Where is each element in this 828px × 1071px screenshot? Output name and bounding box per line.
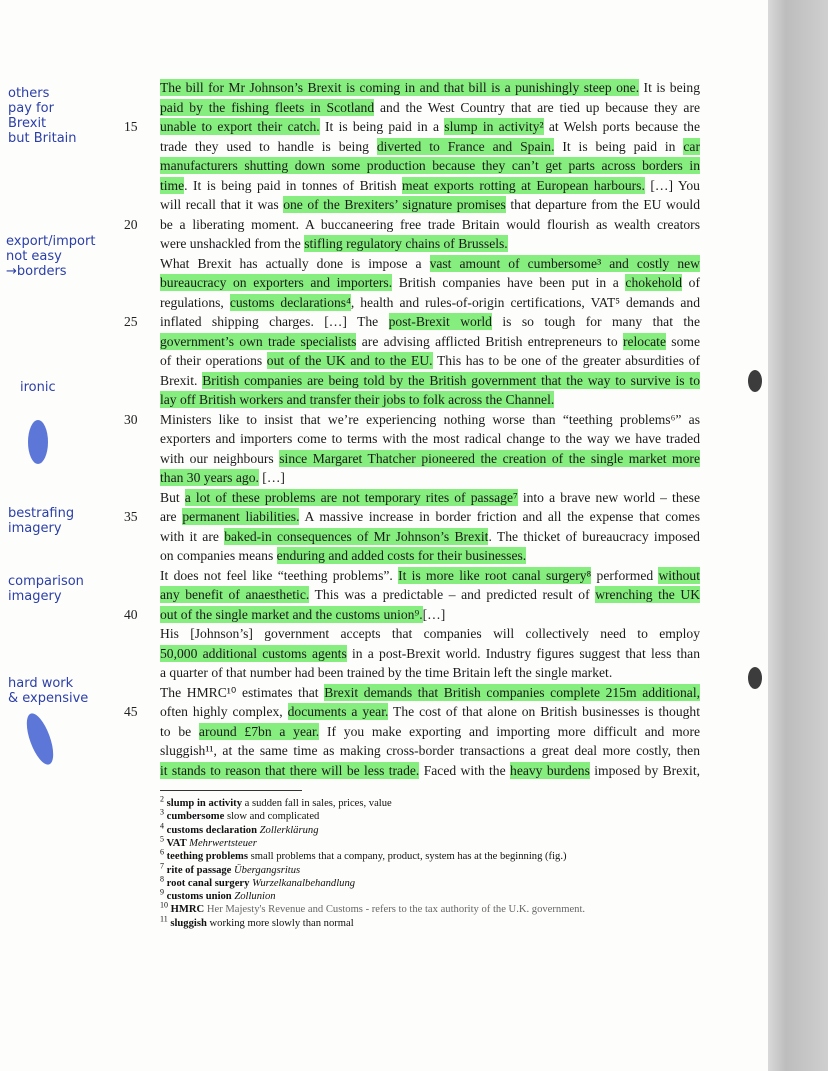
highlighted-text: lay off British workers and transfer their jobs to folk across the Channel. <box>160 392 555 407</box>
footnote-number: 9 <box>160 887 164 897</box>
text-segment: […] <box>258 470 285 485</box>
text-segment: some <box>665 333 701 349</box>
text-line <box>160 663 700 682</box>
text-segment: sluggish¹¹, at the same time as making cross-border transactions a great deal more costly, then <box>160 743 700 758</box>
highlighted-text: Brexit demands that British companies complete 215m additional, <box>324 684 700 700</box>
text-segment: . It is being paid in tonnes of British <box>184 177 403 193</box>
text-segment: But <box>160 489 185 505</box>
text-line <box>160 644 700 663</box>
footnote-number: 11 <box>160 914 168 924</box>
text-segment: with it are <box>160 528 225 544</box>
text-segment: and the West Country that are tied up because they are <box>374 99 700 115</box>
line-number: 25 <box>124 314 138 329</box>
text-line <box>160 195 700 214</box>
text-segment: The cost of that alone on British businesses is thought <box>388 704 700 719</box>
highlighted-text: a lot of these problems are not temporary rites of passage⁷ <box>184 489 518 505</box>
text-segment: a quarter of that number had been trained by the time Britain left the single market. <box>160 665 613 680</box>
footnote-term: rite of passage <box>164 864 235 876</box>
highlighted-text: It is more like root canal surgery⁸ <box>398 567 592 583</box>
text-line <box>160 293 700 312</box>
footnote-term: HMRC <box>168 904 207 916</box>
footnote <box>160 807 320 823</box>
annotation-hard-work: hard work & expensive <box>8 676 89 706</box>
footnote-term: teething problems <box>164 851 251 863</box>
footnote-definition: Mehrwertsteuer <box>189 837 257 849</box>
highlighted-text: one of the Brexiters’ signature promises <box>283 197 506 212</box>
text-segment: His [Johnson’s] government accepts that companies will collectively need to employ <box>160 626 700 641</box>
highlighted-text: chokehold <box>625 275 683 290</box>
footnote-term: slump in activity <box>164 798 245 809</box>
text-line <box>160 605 700 624</box>
line-number: 35 <box>124 509 138 524</box>
highlighted-text: car <box>683 138 700 154</box>
footnote-definition: working more slowly than normal <box>209 917 354 929</box>
highlighted-text: The bill for Mr Johnson’s Brexit is coming in and that bill is a punishingly steep one. <box>160 80 640 95</box>
text-segment: with our neighbours <box>160 450 280 466</box>
text-segment: performed <box>591 567 659 583</box>
highlighted-text: manufacturers shutting down some production because they can’t get parts across borders in <box>160 158 700 173</box>
footnote-definition: Zollunion <box>234 891 276 903</box>
text-line <box>160 254 700 273</box>
footnote-definition: a sudden fall in sales, prices, value <box>244 798 392 809</box>
text-line <box>160 410 700 429</box>
highlighted-text: 50,000 additional customs agents <box>160 645 347 661</box>
footnote <box>160 834 257 850</box>
footnote-definition: Wurzelkanalbehandlung <box>252 877 356 889</box>
highlighted-text: it stands to reason that there will be less trade. <box>160 762 420 778</box>
text-line <box>160 761 700 780</box>
highlighted-text: government’s own trade specialists <box>160 333 357 349</box>
highlighted-text: any benefit of anaesthetic. <box>160 587 310 602</box>
text-segment: were unshackled from the <box>160 236 305 251</box>
text-segment: at Welsh ports because the <box>543 119 700 134</box>
text-segment: Ministers like to insist that we’re experiencing nothing worse than “teething problems⁶” as <box>160 411 700 427</box>
highlighted-text: relocate <box>622 333 666 349</box>
page-edge-shadow <box>768 0 828 1071</box>
annotation-imagery-1: bestrafing imagery <box>8 506 75 536</box>
text-segment: in a post-Brexit world. Industry figures suggest that less than <box>346 645 701 661</box>
highlighted-text: paid by the fishing fleets in Scotland <box>160 99 375 115</box>
footnote-definition: small problems that a company, product, system has at the beginning (fig.) <box>250 851 567 863</box>
text-line <box>160 546 700 565</box>
text-segment: are advising afflicted British entrepreneurs to <box>356 333 623 349</box>
footnote <box>160 847 567 863</box>
ink-smudge <box>28 420 48 464</box>
highlighted-text: since Margaret Thatcher pioneered the creation of the single market more <box>279 450 700 466</box>
text-segment: regulations, <box>160 294 230 310</box>
footnote <box>160 887 276 903</box>
footnote-term: sluggish <box>167 917 210 929</box>
text-line <box>160 215 700 234</box>
highlighted-text: enduring and added costs for their businesses. <box>276 548 527 563</box>
text-line <box>160 722 700 741</box>
text-segment: It is being paid in <box>554 138 684 154</box>
text-segment: be a liberating moment. A buccaneering free trade Britain would flourish as wealth creators <box>160 216 700 232</box>
text-segment: If you make exporting and importing more difficult and more <box>319 723 701 739</box>
text-segment: into a brave new world – these <box>517 489 700 505</box>
text-line <box>160 429 700 448</box>
text-line <box>160 78 700 97</box>
highlighted-text: slump in activity² <box>444 119 544 134</box>
highlighted-text: time <box>160 177 185 193</box>
text-line <box>160 156 700 175</box>
footnote-definition: slow and complicated <box>226 811 320 823</box>
highlighted-text: meat exports rotting at European harbours. <box>402 177 645 193</box>
text-line <box>160 351 700 370</box>
footnote-definition: Her Majesty's Revenue and Customs - refers to the tax authority of the U.K. government. <box>206 904 586 916</box>
text-segment: It does not feel like “teething problems”. <box>160 567 399 583</box>
highlighted-text: permanent liabilities. <box>182 509 300 524</box>
text-segment: trade they used to handle is being <box>160 138 377 154</box>
highlighted-text: post-Brexit world <box>388 314 492 329</box>
text-segment: Faced with the <box>419 762 511 778</box>
highlighted-text: around £7bn a year. <box>198 723 320 739</box>
footnote-number: 3 <box>160 807 164 817</box>
text-segment: to be <box>160 723 199 739</box>
text-line <box>160 468 700 487</box>
highlighted-text: bureaucracy on exporters and importers. <box>160 275 393 290</box>
highlighted-text: documents a year. <box>287 704 389 719</box>
footnote <box>160 914 354 930</box>
text-segment: exporters and importers come to terms with the most radical change to the way we have traded <box>160 431 700 446</box>
line-number: 40 <box>124 606 138 622</box>
highlighted-text: customs declarations⁴ <box>229 294 351 310</box>
annotation-export-import: export/import not easy →borders <box>6 234 96 279</box>
punch-hole <box>748 667 762 689</box>
text-segment: will recall that it was <box>160 197 284 212</box>
highlighted-text: unable to export their catch. <box>160 119 320 134</box>
annotation-comparison-imagery: comparison imagery <box>8 574 84 604</box>
text-segment: often highly complex, <box>160 704 288 719</box>
line-number: 30 <box>124 411 138 427</box>
footnote-term: VAT <box>164 837 190 849</box>
text-segment: This was a predictable – and predicted result of <box>309 587 596 602</box>
text-segment: are <box>160 509 183 524</box>
annotation-others-pay: others pay for Brexit but Britain <box>8 86 77 146</box>
footnote <box>160 874 356 890</box>
text-line <box>160 683 700 702</box>
highlighted-text: baked-in consequences of Mr Johnson’s Brexit <box>224 528 489 544</box>
text-line <box>160 507 700 526</box>
highlighted-text: stifling regulatory chains of Brussels. <box>304 236 508 251</box>
footnote-number: 10 <box>160 900 168 910</box>
line-number: 45 <box>124 704 138 719</box>
footnote <box>160 794 392 810</box>
highlighted-text: without <box>658 567 700 583</box>
footnote-term: customs declaration <box>164 824 260 836</box>
text-segment: that departure from the EU would <box>505 197 701 212</box>
footnote-number: 2 <box>160 794 164 804</box>
footnote-term: root canal surgery <box>164 877 253 889</box>
footnote <box>160 821 319 837</box>
text-segment: Brexit. <box>160 372 203 388</box>
highlighted-text: than 30 years ago. <box>160 470 259 485</box>
highlighted-text: diverted to France and Spain. <box>376 138 555 154</box>
text-segment: It is being paid in a <box>319 119 445 134</box>
text-segment: It is being <box>639 80 700 95</box>
highlighted-text: out of the UK and to the EU. <box>266 353 433 368</box>
text-line <box>160 98 700 117</box>
text-segment: The HMRC¹⁰ estimates that <box>160 684 325 700</box>
text-line <box>160 332 700 351</box>
text-segment: A massive increase in border friction and all the expense that comes <box>299 509 700 524</box>
text-segment: British companies have been put in a <box>392 275 626 290</box>
footnote-definition: Übergangsritus <box>234 864 301 876</box>
text-line <box>160 566 700 585</box>
text-line <box>160 624 700 643</box>
line-number: 20 <box>124 216 138 232</box>
text-line <box>160 273 700 292</box>
highlighted-text: heavy burdens <box>510 762 590 778</box>
text-segment: is so tough for many that the <box>491 314 700 329</box>
text-segment: inflated shipping charges. […] The <box>160 314 389 329</box>
text-line <box>160 137 700 156</box>
text-segment: What Brexit has actually done is impose a <box>160 255 430 271</box>
text-segment: […] You <box>644 177 700 193</box>
footnote <box>160 860 301 877</box>
footnote <box>160 900 586 916</box>
footnote-number: 6 <box>160 847 164 857</box>
text-line <box>160 117 700 136</box>
footnote-number: 5 <box>160 834 164 844</box>
text-line <box>160 488 700 507</box>
footnote-term: cumbersome <box>164 811 227 823</box>
text-segment: of their operations <box>160 353 267 368</box>
annotation-ironic: ironic <box>20 380 56 395</box>
line-number: 15 <box>124 119 138 134</box>
highlighted-text: British companies are being told by the British government that the way to survive is to <box>202 372 701 388</box>
text-line <box>160 527 700 546</box>
footnote-number: 8 <box>160 874 164 884</box>
punch-hole <box>748 370 762 392</box>
text-line <box>160 702 700 721</box>
footnote-number: 7 <box>160 860 164 870</box>
text-segment: of <box>682 275 700 290</box>
highlighted-text: out of the single market and the customs union⁹. <box>160 606 423 622</box>
text-line <box>160 176 700 195</box>
text-segment: , health and rules-of-origin certifications, VAT⁵ demands and <box>350 294 700 310</box>
text-line <box>160 234 700 253</box>
text-line <box>160 741 700 760</box>
footnote-rule <box>160 790 302 791</box>
footnote-definition: Zollerklärung <box>259 824 319 836</box>
text-segment: . The thicket of bureaucracy imposed <box>488 528 700 544</box>
highlighted-text: wrenching the UK <box>595 587 701 602</box>
text-segment: […] <box>422 606 446 622</box>
text-line <box>160 390 700 409</box>
text-line <box>160 312 700 331</box>
text-segment: This has to be one of the greater absurdities of <box>432 353 700 368</box>
text-line <box>160 371 700 390</box>
footnote-number: 4 <box>160 821 164 831</box>
text-segment: imposed by Brexit, <box>589 762 700 778</box>
text-line <box>160 449 700 468</box>
highlighted-text: vast amount of cumbersome³ and costly new <box>429 255 700 271</box>
text-line <box>160 585 700 604</box>
text-segment: on companies means <box>160 548 277 563</box>
footnote-term: customs union <box>164 891 235 903</box>
